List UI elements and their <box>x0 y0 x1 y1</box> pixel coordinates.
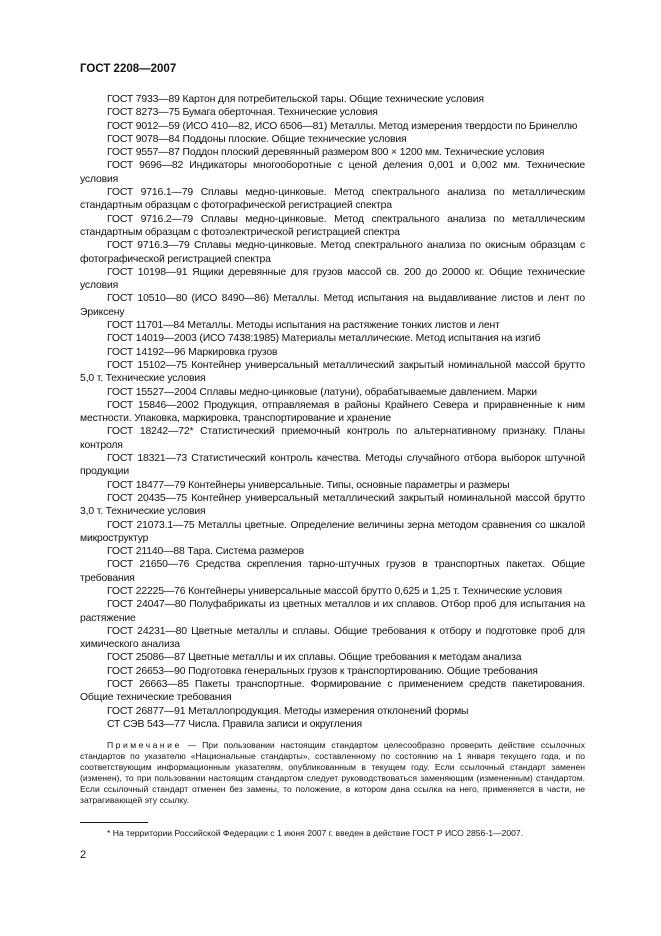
footnote: * На территории Российской Федерации с 1 июня 2007 г. введен в действие ГОСТ Р ИСО 2856-1—2007. <box>107 828 524 838</box>
note <box>80 740 585 806</box>
reference-item: ГОСТ 15846—2002 Продукция, отправляемая в районы Крайнего Севера и приравненные к ним местности. Упаковка, маркировка, транспортирование и хранение <box>80 399 585 425</box>
reference-item: ГОСТ 14192—96 Маркировка грузов <box>107 346 278 358</box>
reference-item: ГОСТ 26663—85 Пакеты транспортные. Формирование с применением средств пакетирования. Общие технические требования <box>80 679 585 704</box>
page-number: 2 <box>80 849 87 861</box>
reference-item: ГОСТ 8273—75 Бумага оберточная. Технические условия <box>107 107 378 119</box>
reference-item: ГОСТ 18321—73 Статистический контроль качества. Методы случайного отбора выборок штучной продукции <box>80 453 585 478</box>
reference-item: ГОСТ 7933—89 Картон для потребительской тары. Общие технические условия <box>107 94 484 105</box>
reference-item: ГОСТ 9716.2—79 Сплавы медно-цинковые. Метод спектрального анализа по металлическим стандартным образцам с фотоэлектрической регистрацией спектра <box>80 213 585 238</box>
reference-item: ГОСТ 21073.1—75 Металлы цветные. Определение величины зерна методом сравнения со шкалой микроструктур <box>80 519 585 544</box>
page-header: ГОСТ 2208—2007 <box>80 63 177 75</box>
note-text: — При пользовании настоящим стандартом целесообразно проверить действие ссылочных стандартов по указателю «Национальные стандарты», составленному по состоянию на 1 января текущего года, и по соответствующим информационным указателям, опубликованным в текущем году. Если ссылочный стандарт заменен (изменен), то при пользовании настоящим стандартом следует руководствоваться заменяющим (измененным) стандартом. Если ссылочный стандарт отменен без замены, то положение, в котором дана ссылка на него, применяется в части, не затрагивающей эту ссылку. <box>80 740 585 805</box>
reference-item: ГОСТ 24047—80 Полуфабрикаты из цветных металлов и их сплавов. Отбор проб для испытания на растяжение <box>80 599 585 624</box>
reference-item: ГОСТ 20435—75 Контейнер универсальный металлический закрытый номинальной массой брутто 3,0 т. Технические условия <box>80 492 585 518</box>
reference-item: ГОСТ 25086—87 Цветные металлы и их сплавы. Общие требования к методам анализа <box>107 652 522 664</box>
reference-item: ГОСТ 21140—88 Тара. Система размеров <box>107 546 305 558</box>
reference-item: ГОСТ 10510—80 (ИСО 8490—86) Металлы. Метод испытания на выдавливание листов и лент по Эриксену <box>80 293 585 318</box>
reference-item: ГОСТ 11701—84 Металлы. Методы испытания на растяжение тонких листов и лент <box>107 320 500 332</box>
reference-item: ГОСТ 22225—76 Контейнеры универсальные массой брутто 0,625 и 1,25 т. Технические условия <box>107 585 562 597</box>
reference-item: ГОСТ 9012—59 (ИСО 410—82, ИСО 6506—81) Металлы. Метод измерения твердости по Бринеллю <box>107 120 578 132</box>
reference-item: ГОСТ 9696—82 Индикаторы многооборотные с ценой деления 0,001 и 0,002 мм. Технические условия <box>80 160 585 185</box>
reference-item: СТ СЭВ 543—77 Числа. Правила записи и округления <box>107 718 362 730</box>
reference-item: ГОСТ 26653—90 Подготовка генеральных грузов к транспортированию. Общие требования <box>107 665 538 677</box>
reference-item: ГОСТ 15102—75 Контейнер универсальный металлический закрытый номинальной массой брутто 5,0 т. Технические условия <box>80 359 585 385</box>
reference-item: ГОСТ 15527—2004 Сплавы медно-цинковые (латуни), обрабатываемые давлением. Марки <box>107 386 537 398</box>
footnote-divider <box>80 822 148 823</box>
reference-item: ГОСТ 18242—72* Статистический приемочный контроль по альтернативному признаку. Планы контроля <box>80 426 585 451</box>
reference-item: ГОСТ 21650—76 Средства скрепления тарно-штучных грузов в транспортных пакетах. Общие требования <box>80 559 585 584</box>
reference-item: ГОСТ 14019—2003 (ИСО 7438:1985) Материалы металлические. Метод испытания на изгиб <box>107 333 541 345</box>
reference-item: ГОСТ 9078—84 Поддоны плоские. Общие технические условия <box>107 133 407 145</box>
reference-item: ГОСТ 9557—87 Поддон плоский деревянный размером 800 × 1200 мм. Технические условия <box>107 147 545 159</box>
reference-item: ГОСТ 26877—91 Металлопродукция. Методы измерения отклонений формы <box>107 705 469 717</box>
reference-item: ГОСТ 10198—91 Ящики деревянные для грузов массой св. 200 до 20000 кг. Общие технические условия <box>80 266 585 292</box>
reference-item: ГОСТ 24231—80 Цветные металлы и сплавы. Общие требования к отбору и подготовке проб для химического анализа <box>80 625 585 651</box>
note-label: Примечание <box>107 740 182 750</box>
reference-item: ГОСТ 9716.3—79 Сплавы медно-цинковые. Метод спектрального анализа по окисным образцам с фотографической регистрацией спектра <box>80 240 585 265</box>
reference-item: ГОСТ 18477—79 Контейнеры универсальные. Типы, основные параметры и размеры <box>107 479 510 491</box>
reference-list <box>80 93 585 731</box>
reference-item: ГОСТ 9716.1—79 Сплавы медно-цинковые. Метод спектрального анализа по металлическим стандартным образцам с фотографической регистрацией спектра <box>80 187 585 212</box>
